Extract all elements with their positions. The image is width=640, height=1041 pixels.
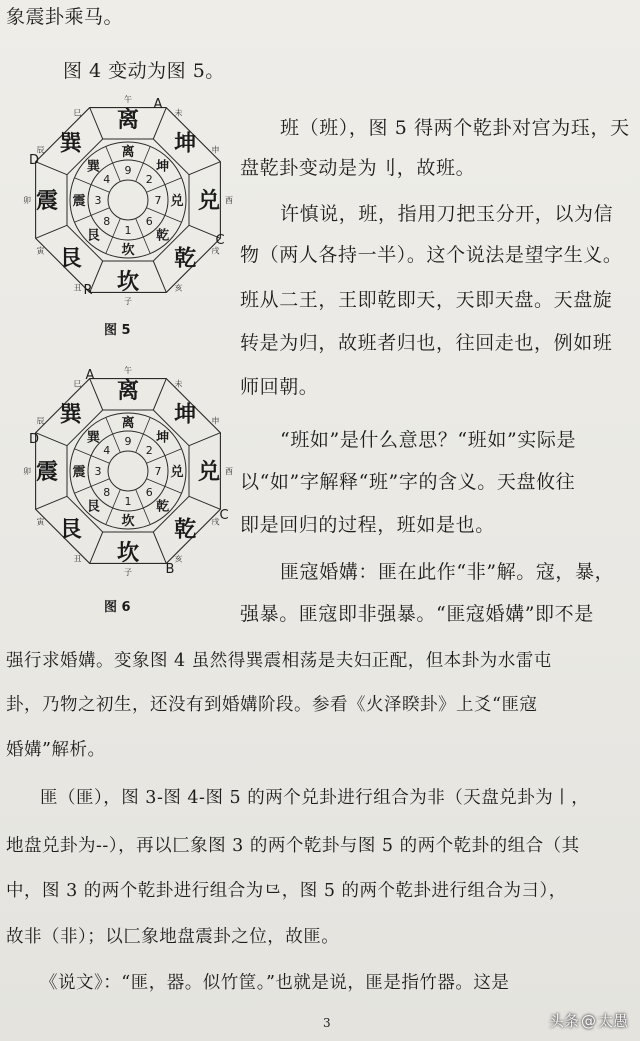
number-label: 1: [124, 224, 132, 237]
number-label: 6: [145, 486, 153, 500]
inner-trigram-label: 离: [121, 416, 135, 431]
number-label: 3: [94, 194, 102, 207]
direction-label: 巳: [73, 379, 82, 389]
number-label: 9: [124, 435, 132, 448]
corner-letter: D: [28, 432, 40, 447]
direction-label: 未: [174, 108, 183, 118]
outer-trigram-label: 震: [35, 459, 59, 485]
outer-trigram-label: 艮: [59, 516, 82, 543]
octagon-spoke: [189, 496, 220, 509]
octagon-spoke: [90, 379, 103, 410]
watermark-name: 太愚: [597, 1012, 628, 1030]
text-line: 匪（匪），图 3-图 4-图 5 的两个兑卦进行组合为非（天盘兑卦为丨，: [40, 788, 590, 808]
direction-label: 寅: [36, 246, 45, 256]
bagua-diagram-fig5: [24, 96, 232, 304]
outer-trigram-label: 坤: [174, 401, 197, 428]
outer-trigram-label: 震: [35, 188, 59, 214]
text-line: 图 4 变动为图 5。: [63, 60, 225, 82]
inner-trigram-label: 坎: [121, 243, 135, 258]
text-line: 婚媾”解析。: [6, 740, 106, 760]
inner-trigram-label: 艮: [86, 499, 100, 515]
number-label: 1: [124, 495, 132, 508]
inner-trigram-label: 震: [72, 194, 86, 209]
corner-letter: B: [165, 562, 175, 577]
direction-label: 丑: [73, 554, 82, 564]
number-label: 4: [103, 443, 111, 457]
direction-label: 亥: [174, 283, 183, 293]
direction-label: 亥: [174, 554, 183, 564]
direction-label: 卯: [23, 196, 31, 205]
outer-trigram-label: 坤: [174, 130, 197, 157]
octagon-spoke: [153, 379, 166, 410]
direction-label: 戌: [211, 246, 220, 256]
direction-label: 辰: [36, 145, 45, 155]
direction-label: 午: [124, 366, 132, 375]
inner-trigram-label: 震: [72, 465, 86, 480]
text-line: 卦，乃物之初生，还没有到婚媾阶段。参看《火泽睽卦》上爻“匪寇: [6, 695, 538, 715]
text-line: 即是回归的过程，班如是也。: [240, 514, 495, 536]
number-label: 2: [145, 443, 153, 457]
watermark: [549, 1010, 628, 1031]
watermark-prefix: 头条: [548, 1012, 579, 1030]
direction-label: 戌: [211, 517, 220, 527]
outer-trigram-label: 乾: [174, 245, 197, 272]
outer-trigram-label: 离: [116, 107, 140, 133]
direction-label: 未: [174, 379, 183, 389]
figure-caption-6: 图 6: [104, 600, 131, 615]
inner-trigram-label: 坤: [156, 159, 170, 175]
number-label: 7: [154, 194, 162, 207]
outer-trigram-label: 艮: [59, 245, 82, 272]
octagon-spoke: [189, 433, 220, 446]
number-label: 2: [145, 172, 153, 186]
octagon-spoke: [36, 496, 67, 509]
number-label: 3: [94, 465, 102, 478]
outer-trigram-label: 坎: [116, 540, 140, 566]
direction-label: 卯: [23, 467, 31, 476]
outer-trigram-label: 离: [116, 378, 140, 404]
direction-label: 酉: [225, 196, 233, 205]
octagon-spoke: [153, 108, 166, 139]
direction-label: 子: [124, 568, 132, 577]
inner-trigram-label: 离: [121, 145, 135, 160]
text-line: 故非（非）；以匚象地盘震卦之位，故匪。: [6, 927, 340, 947]
corner-letter: C: [215, 233, 225, 248]
direction-label: 子: [124, 297, 132, 306]
corner-letter: A: [85, 368, 95, 383]
inner-trigram-label: 兑: [170, 465, 184, 480]
outer-trigram-label: 兑: [197, 459, 221, 485]
text-line: 转是为归，故班者归也，往回走也，例如班: [240, 332, 613, 354]
inner-trigram-label: 兑: [170, 194, 184, 209]
corner-letter: D: [28, 153, 40, 168]
text-line: 盘乾卦变动是为刂，故班。: [240, 157, 476, 179]
watermark-at: @: [580, 1012, 596, 1030]
octagon-spoke: [36, 225, 67, 238]
octagon-spoke: [90, 532, 103, 563]
direction-label: 酉: [225, 467, 233, 476]
text-line: 强暴。匪寇即非强暴。“匪寇婚媾”即不是: [240, 603, 594, 625]
number-label: 8: [103, 215, 111, 229]
inner-trigram-label: 艮: [86, 228, 100, 244]
ring-circle: [108, 451, 148, 491]
text-line: 匪寇婚媾：匪在此作“非”解。寇，暴，: [280, 561, 615, 583]
inner-trigram-label: 坤: [156, 430, 170, 446]
inner-trigram-label: 巽: [86, 430, 100, 446]
number-label: 4: [103, 172, 111, 186]
direction-label: 午: [124, 95, 132, 104]
figure-caption-5: 图 5: [104, 323, 131, 338]
ring-circle: [108, 180, 148, 220]
number-label: 9: [124, 164, 132, 177]
outer-trigram-label: 兑: [197, 188, 221, 214]
bagua-diagram-fig6: [24, 367, 232, 575]
inner-trigram-label: 乾: [156, 499, 170, 515]
number-label: 8: [103, 486, 111, 500]
outer-trigram-label: 巽: [59, 130, 82, 157]
inner-trigram-label: 乾: [156, 228, 170, 244]
text-line: 象震卦乘马。: [6, 6, 124, 28]
direction-label: 申: [211, 145, 220, 155]
number-label: 7: [154, 465, 162, 478]
inner-trigram-label: 巽: [86, 159, 100, 175]
text-line: “班如”是什么意思？“班如”实际是: [280, 429, 577, 451]
outer-trigram-label: 巽: [59, 401, 82, 428]
outer-trigram-label: 坎: [116, 269, 140, 295]
corner-letter: C: [219, 508, 229, 523]
number-label: 6: [145, 215, 153, 229]
text-line: 物（两人各持一半）。这个说法是望字生义。: [240, 244, 623, 266]
direction-label: 巳: [73, 108, 82, 118]
direction-label: 辰: [36, 416, 45, 426]
text-line: 《说文》：“匪，器。似竹筐。”也就是说，匪是指竹器。这是: [40, 973, 510, 993]
octagon-spoke: [153, 261, 166, 292]
text-line: 许慎说，班，指用刀把玉分开，以为信: [280, 203, 614, 225]
text-line: 强行求婚媾。变象图 4 虽然得巽震相荡是夫妇正配，但本卦为水雷屯: [6, 651, 552, 671]
outer-trigram-label: 乾: [174, 516, 197, 543]
direction-label: 丑: [73, 283, 82, 293]
text-line: 地盘兑卦为--），再以匚象图 3 的两个乾卦与图 5 的两个乾卦的组合（其: [6, 836, 580, 856]
text-line: 以“如”字解释“班”字的含义。天盘攸往: [240, 471, 576, 493]
text-line: 班（班），图 5 得两个乾卦对宫为珏，天: [280, 117, 630, 139]
text-line: 师回朝。: [240, 376, 319, 398]
octagon-spoke: [36, 162, 67, 175]
page-number: 3: [323, 1016, 331, 1030]
corner-letter: R: [83, 283, 93, 298]
text-line: 中，图 3 的两个乾卦进行组合为⺋，图 5 的两个乾卦进行组合为⺕），: [6, 881, 567, 901]
text-line: 班从二王，王即乾即天，天即天盘。天盘旋: [240, 289, 613, 311]
octagon-spoke: [189, 162, 220, 175]
octagon-spoke: [90, 108, 103, 139]
octagon-spoke: [36, 433, 67, 446]
corner-letter: A: [153, 97, 163, 112]
inner-trigram-label: 坎: [121, 514, 135, 529]
direction-label: 申: [211, 416, 220, 426]
octagon-spoke: [153, 532, 166, 563]
direction-label: 寅: [36, 517, 45, 527]
